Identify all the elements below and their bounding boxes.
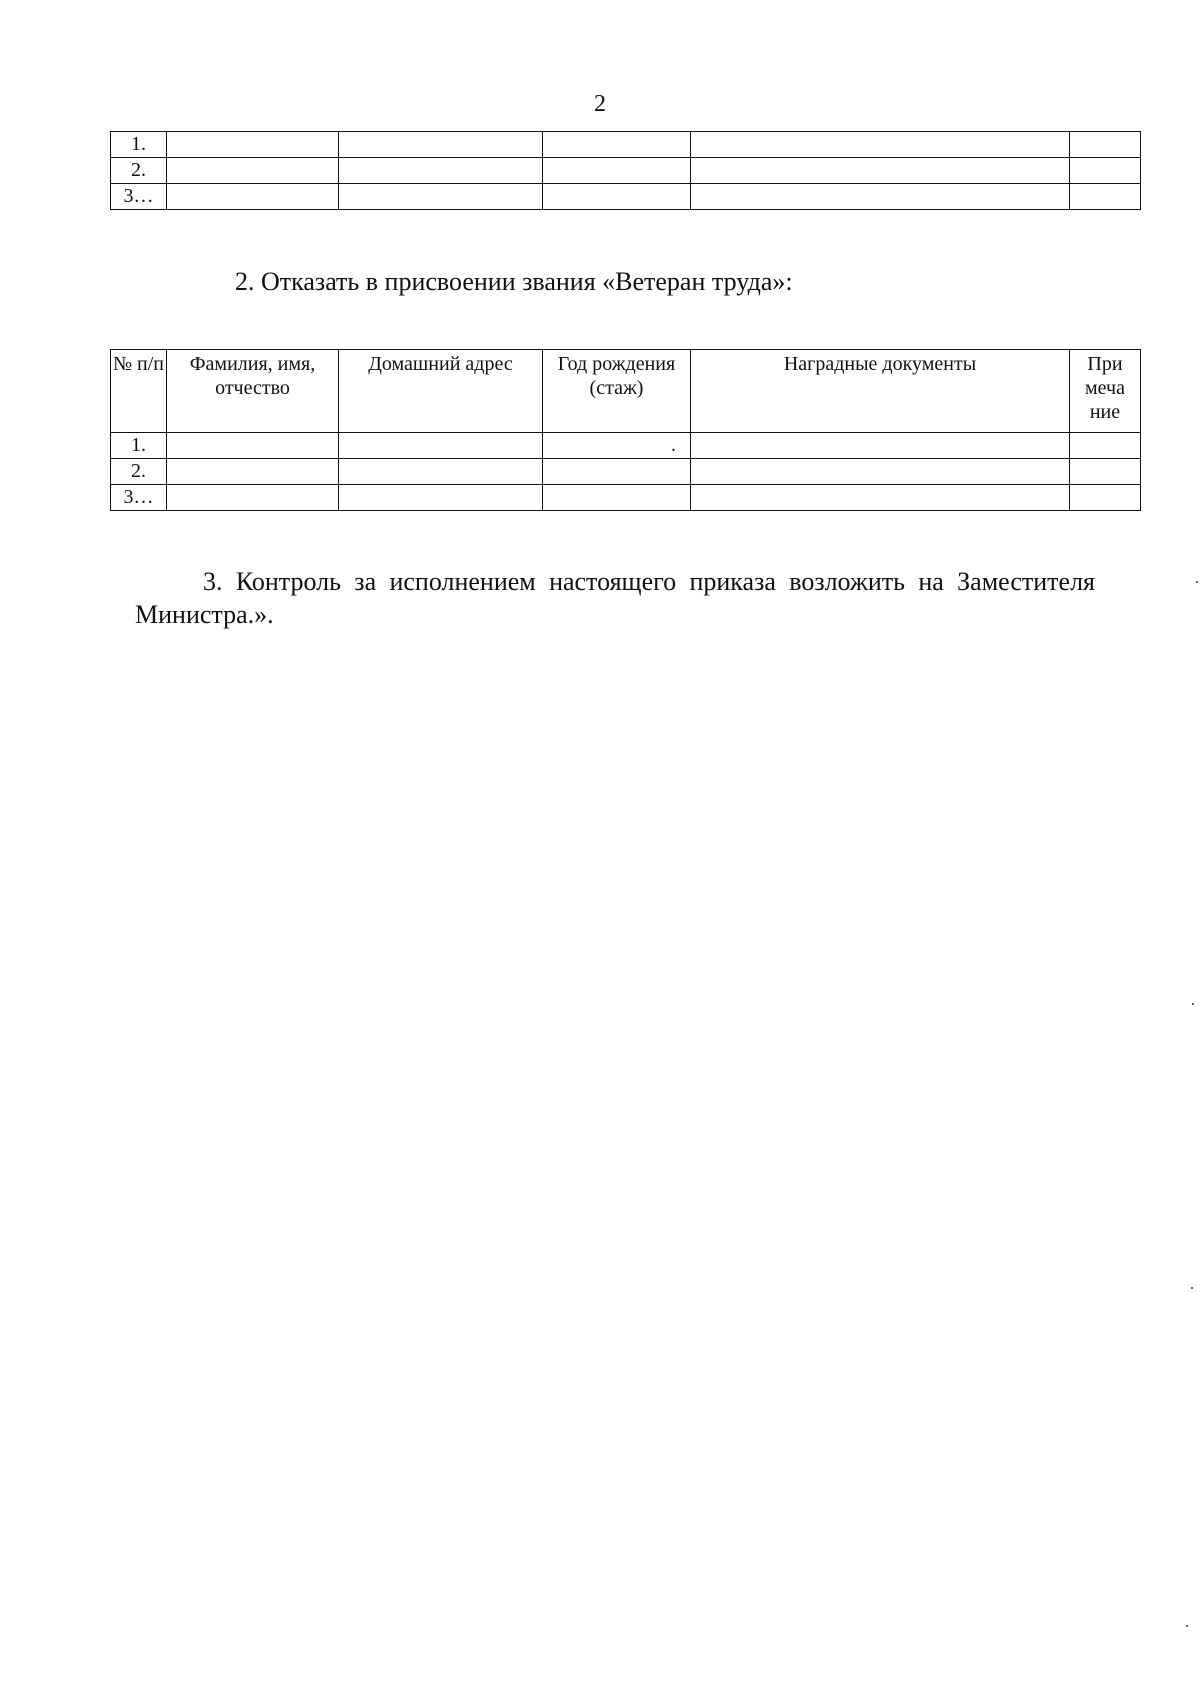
refused-table [110, 349, 1141, 511]
table-cell [167, 485, 339, 511]
table-cell [691, 459, 1070, 485]
table-cell [1070, 158, 1141, 184]
table-cell [1070, 433, 1141, 459]
table-header-row [111, 350, 1141, 433]
table-cell [167, 459, 339, 485]
table-cell [1070, 459, 1141, 485]
row-number-cell: 2. [111, 459, 167, 485]
table-row [111, 132, 1141, 158]
header-birth-year: Год рождения (стаж) [543, 350, 691, 433]
table-cell [339, 459, 543, 485]
section-3-paragraph: 3. Контроль за исполнением настоящего приказа возложить на Заместителя Министра.». [135, 567, 1095, 629]
table-cell [1070, 184, 1141, 210]
table-cell [543, 184, 691, 210]
table-cell [691, 158, 1070, 184]
table-cell [167, 132, 339, 158]
scan-speck [1191, 1287, 1193, 1289]
table-cell [691, 485, 1070, 511]
table-cell [339, 433, 543, 459]
table-row [111, 184, 1141, 210]
table-row [111, 459, 1141, 485]
table-cell [543, 459, 691, 485]
table-cell [691, 433, 1070, 459]
row-number-cell: 2. [111, 158, 167, 184]
table-cell [339, 485, 543, 511]
table-cell [691, 132, 1070, 158]
table-cell: . [543, 433, 691, 459]
page-number: 2 [594, 91, 606, 117]
row-number-cell: 1. [111, 132, 167, 158]
scan-speck [1186, 1625, 1188, 1627]
table-cell [339, 132, 543, 158]
header-home-address: Домашний адрес [339, 350, 543, 433]
table-cell [167, 433, 339, 459]
row-number-cell: 3… [111, 184, 167, 210]
table-cell [543, 158, 691, 184]
table-cell [167, 184, 339, 210]
row-number-cell: 3… [111, 485, 167, 511]
awarded-table-continuation [110, 131, 1141, 210]
header-award-documents: Наградные документы [691, 350, 1070, 433]
scan-speck [1196, 581, 1198, 583]
table-row [111, 485, 1141, 511]
table-cell [543, 485, 691, 511]
section-2-heading: 2. Отказать в присвоении звания «Ветеран труда»: [235, 267, 793, 296]
table-cell [339, 184, 543, 210]
table-row [111, 158, 1141, 184]
table-cell [339, 158, 543, 184]
row-number-cell: 1. [111, 433, 167, 459]
header-number: № п/п [111, 350, 167, 433]
header-full-name: Фамилия, имя, отчество [167, 350, 339, 433]
table-cell [543, 132, 691, 158]
table-cell [691, 184, 1070, 210]
scan-speck [1192, 1003, 1194, 1005]
table-cell [167, 158, 339, 184]
table-cell [1070, 485, 1141, 511]
table-cell [1070, 132, 1141, 158]
header-notes: При меча ние [1070, 350, 1141, 433]
table-row [111, 433, 1141, 459]
